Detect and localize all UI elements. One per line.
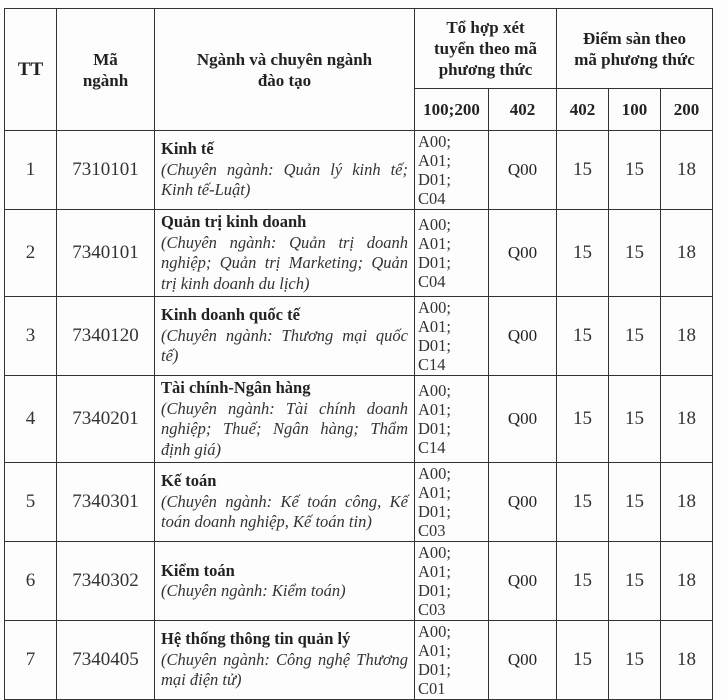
combo-item: A01;	[418, 400, 451, 419]
row-score-402: 15	[557, 131, 609, 210]
row-major	[155, 463, 415, 542]
combo-item: A00;	[418, 543, 451, 562]
row-tt: 6	[5, 542, 57, 621]
major-title: Tài chính-Ngân hàng	[161, 378, 311, 397]
header-100-score: 100	[609, 89, 661, 131]
row-major	[155, 131, 415, 210]
row-score-100: 15	[609, 463, 661, 542]
combo-item: A00;	[418, 464, 451, 483]
row-code: 7310101	[57, 131, 155, 210]
row-score-100: 15	[609, 542, 661, 621]
row-tt: 1	[5, 131, 57, 210]
major-title: Kinh doanh quốc tế	[161, 305, 300, 325]
row-score-402: 15	[557, 376, 609, 463]
major-specializations: (Chuyên ngành: Quản lý kinh tế; Kinh tế-Luật)	[161, 159, 408, 200]
row-code: 7340120	[57, 297, 155, 376]
row-combos	[415, 210, 489, 297]
row-score-100: 15	[609, 131, 661, 210]
row-score-402: 15	[557, 210, 609, 297]
header-402-score: 402	[557, 89, 609, 131]
combo-item: A01;	[418, 234, 451, 253]
combo-item: C14	[418, 438, 446, 457]
row-major	[155, 621, 415, 700]
row-code: 7340101	[57, 210, 155, 297]
row-score-200: 18	[661, 297, 713, 376]
row-score-100: 15	[609, 376, 661, 463]
row-combo-402: Q00	[489, 131, 557, 210]
header-ma-nganh: Mã ngành	[57, 9, 155, 131]
combo-item: D01;	[418, 581, 451, 600]
row-tt: 5	[5, 463, 57, 542]
combo-item: D01;	[418, 502, 451, 521]
header-diem-san: Điểm sàn theo mã phương thức	[557, 9, 713, 89]
row-combo-402: Q00	[489, 297, 557, 376]
row-score-200: 18	[661, 463, 713, 542]
row-combo-402: Q00	[489, 210, 557, 297]
row-score-402: 15	[557, 463, 609, 542]
major-specializations: (Chuyên ngành: Công nghệ Thương mại điện tử)	[161, 649, 408, 690]
row-major	[155, 542, 415, 621]
row-combos	[415, 376, 489, 463]
row-combos	[415, 542, 489, 621]
admission-table	[4, 8, 713, 700]
combo-item: A00;	[418, 622, 451, 641]
major-specializations: (Chuyên ngành: Tài chính doanh nghiệp; Thuế; Ngân hàng; Thẩm định giá)	[161, 398, 408, 459]
row-score-200: 18	[661, 210, 713, 297]
major-specializations: (Chuyên ngành: Thương mại quốc tế)	[161, 325, 408, 366]
row-combo-402: Q00	[489, 621, 557, 700]
row-score-200: 18	[661, 621, 713, 700]
row-score-402: 15	[557, 542, 609, 621]
row-major	[155, 210, 415, 297]
row-combos	[415, 297, 489, 376]
table-row	[5, 463, 713, 542]
header-tt: TT	[5, 9, 57, 131]
row-score-200: 18	[661, 131, 713, 210]
row-combos	[415, 131, 489, 210]
row-score-100: 15	[609, 297, 661, 376]
major-title: Kế toán	[161, 471, 217, 491]
combo-item: D01;	[418, 660, 451, 679]
table-body	[5, 131, 713, 700]
row-major	[155, 376, 415, 463]
row-combos	[415, 621, 489, 700]
header-402-combo: 402	[489, 89, 557, 131]
table-row	[5, 376, 713, 463]
major-specializations: (Chuyên ngành: Kế toán công, Kế toán doanh nghiệp, Kế toán tin)	[161, 491, 408, 532]
row-score-402: 15	[557, 621, 609, 700]
major-title: Hệ thống thông tin quản lý	[161, 629, 351, 649]
combo-item: A00;	[418, 215, 451, 234]
row-tt: 7	[5, 621, 57, 700]
combo-item: C01	[418, 679, 446, 698]
row-score-100: 15	[609, 621, 661, 700]
combo-item: A00;	[418, 381, 451, 400]
table-row	[5, 297, 713, 376]
combo-item: A01;	[418, 562, 451, 581]
combo-item: C04	[418, 272, 446, 291]
combo-item: C04	[418, 189, 446, 208]
major-title: Quản trị kinh doanh	[161, 212, 307, 231]
major-specializations: (Chuyên ngành: Quản trị doanh nghiệp; Quản trị Marketing; Quản trị kinh doanh du lịch)	[161, 232, 408, 293]
header-100-200: 100;200	[415, 89, 489, 131]
combo-item: D01;	[418, 170, 451, 189]
combo-item: D01;	[418, 419, 451, 438]
table-row	[5, 542, 713, 621]
combo-item: D01;	[418, 253, 451, 272]
row-code: 7340405	[57, 621, 155, 700]
row-score-200: 18	[661, 542, 713, 621]
header-nganh: Ngành và chuyên ngành đào tạo	[155, 9, 415, 131]
row-tt: 3	[5, 297, 57, 376]
combo-item: C14	[418, 355, 446, 374]
combo-item: C03	[418, 600, 446, 619]
row-score-402: 15	[557, 297, 609, 376]
row-code: 7340301	[57, 463, 155, 542]
row-code: 7340302	[57, 542, 155, 621]
combo-item: C03	[418, 521, 446, 540]
combo-item: A00;	[418, 132, 451, 151]
row-combo-402: Q00	[489, 542, 557, 621]
combo-item: D01;	[418, 336, 451, 355]
combo-item: A01;	[418, 641, 451, 660]
header-200-score: 200	[661, 89, 713, 131]
major-title: Kiểm toán	[161, 560, 235, 580]
combo-item: A00;	[418, 298, 451, 317]
row-combo-402: Q00	[489, 376, 557, 463]
row-tt: 2	[5, 210, 57, 297]
major-specializations: (Chuyên ngành: Kiểm toán)	[161, 581, 346, 600]
row-score-100: 15	[609, 210, 661, 297]
row-code: 7340201	[57, 376, 155, 463]
header-to-hop: Tổ hợp xét tuyển theo mã phương thức	[415, 9, 557, 89]
combo-item: A01;	[418, 151, 451, 170]
row-combo-402: Q00	[489, 463, 557, 542]
row-major	[155, 297, 415, 376]
table-row	[5, 621, 713, 700]
row-score-200: 18	[661, 376, 713, 463]
major-title: Kinh tế	[161, 139, 214, 159]
row-combos	[415, 463, 489, 542]
table-row	[5, 210, 713, 297]
row-tt: 4	[5, 376, 57, 463]
combo-item: A01;	[418, 483, 451, 502]
combo-item: A01;	[418, 317, 451, 336]
table-row	[5, 131, 713, 210]
